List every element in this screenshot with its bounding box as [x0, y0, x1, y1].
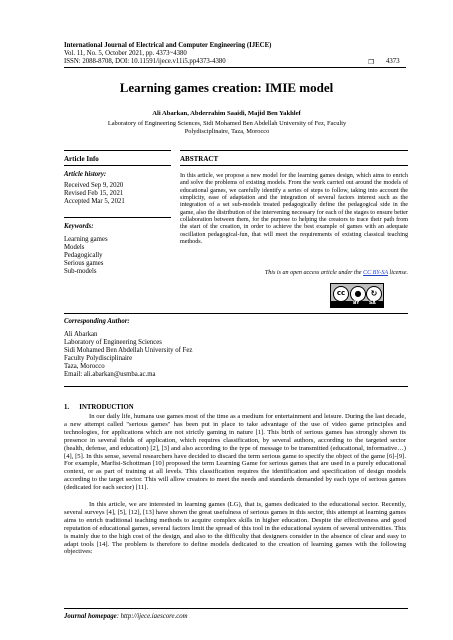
history-received: Received Sep 9, 2020	[64, 182, 124, 189]
section-bottom-rule	[64, 313, 408, 314]
keyword-item: Learning games	[64, 236, 108, 243]
keyword-item: Serious games	[64, 260, 104, 268]
info-top-rule	[64, 150, 171, 151]
history-accepted: Accepted Mar 5, 2021	[64, 198, 125, 206]
affiliation: Laboratory of Engineering Sciences, Sidi Mohamed Ben Abdellah University of Fez, Faculty Polydisciplinaire, Taza, Morocco	[107, 120, 347, 135]
corresponding-label: Corresponding Author:	[64, 318, 130, 325]
corresponding-email[interactable]: Email: ali.abarkan@usmba.ac.ma	[64, 371, 156, 379]
history-label: Article history:	[64, 171, 107, 178]
corresponding-lab: Laboratory of Engineering Sciences	[64, 339, 162, 347]
keywords-rule	[64, 217, 171, 218]
abstract-text: In this article, we propose a new model for the learning games design, which aims to enrich and solve the problems of existing models. From the work carried out around the models of educational games, we carefully identify a series of steps to follow, taking into account the simplicity, ease of adaptation and the integration of several factors interest such as the integration of a set sub-models treated pedagogically define the pedagogical side in the game, also the distribution of the intervening necessary for each of the stages to ensure better collaboration between them, for the purpose to helping the creators to trace their path from the start of the creation, in order to achieve the best example of games with an adequate oscillation pedagogical-fun, that will meet the requirements of existing classical teaching methods.	[180, 173, 408, 246]
license-link[interactable]: CC BY-SA	[363, 270, 389, 276]
journal-name: International Journal of Electrical and Computer Engineering (IJECE)	[64, 42, 272, 49]
introduction-paragraph-1: In our daily life, humans use games most of the time as a medium for entertainment and leisure. During the last decade, a new attempt called "serious games" has been put in place to take advantage of the use of video game principles and technologies, for applications which are not strictly gaming in nature [1]. This birth of serious games has strongly shown its presence in several fields of application, which requires classification, by several authors, according to the targeted sector (health, defense, and education) [2], [3] and also according to the type of message to be transmitted (educational, informative…) [4], [5]. In this sense, several researchers have decided to discard the term serious game to specify the object of the game [6]-[9]. For example, Marfisi-Schottman [10] proposed the term Learning Game for serious games that are used in a purely educational context, or as part of training at all levels. This classification requires the identification and specification of design models according to the target sector. This will allow creators to meet the needs and standards demanded by each type of serious games (dedicated for each sector) [11].	[64, 413, 406, 492]
sa-label: SA	[369, 301, 376, 306]
open-access-prefix: This is an open access article under the	[264, 270, 364, 276]
corresponding-name: Ali Abarkan	[64, 331, 98, 338]
corresponding-university: Sidi Mohamed Ben Abdellah University of Fez	[64, 347, 193, 355]
by-label: BY	[353, 301, 360, 306]
introduction-paragraph-2: In this article, we are interested in learning games (LG), that is, games dedicated to the educational sector. Recently, several surveys [4], [5], [12], [13] have shown the great usefulness of serious games in this sector, this attempt at learning games aims to enrich traditional teaching methods to acquire complex skills in higher education. Despite the effectiveness and good reputation of educational games, several factors limit the spread of this tool in the educational system of several universities. This is mainly due to the high cost of the design, and also to the difficulty that designers consider in the absence of clear and easy to adapt tools [14]. The problem is therefore to define models dedicated to the creation of learning games with the following objectives:	[64, 501, 406, 556]
corresponding-rule	[64, 386, 408, 387]
share-alike-icon: ↻	[366, 286, 382, 302]
page-number: 4373	[386, 58, 400, 65]
by-person-icon: ●	[350, 286, 366, 302]
box-icon: ❒	[368, 58, 374, 66]
cc-by-sa-badge[interactable]	[330, 283, 384, 308]
introduction-heading: 1. INTRODUCTION	[64, 404, 134, 411]
footer-rule	[64, 608, 408, 609]
keyword-item: Models	[64, 244, 85, 252]
history-revised: Revised Feb 15, 2021	[64, 190, 124, 198]
keywords-list	[64, 236, 108, 276]
authors: Ali Abarkan, Abderrahim Saaidi, Majid Ben Yakhlef	[152, 110, 301, 117]
keyword-item: Sub-models	[64, 268, 97, 276]
open-access-suffix: license.	[388, 270, 408, 276]
cc-label-bar	[331, 301, 383, 307]
journal-homepage-link[interactable]: : http://ijece.iaescore.com	[116, 613, 188, 620]
abstract-heading: ABSTRACT	[180, 155, 219, 163]
paper-title: Learning games creation: IMIE model	[119, 80, 334, 95]
volume-info: Vol. 11, No. 5, October 2021, pp. 4373~4380	[64, 50, 187, 57]
open-access-note	[180, 270, 408, 276]
abstract-top-rule	[180, 150, 408, 151]
keyword-item: Pedagogically	[64, 252, 103, 260]
corresponding-details	[64, 331, 192, 380]
article-info-heading: Article Info	[64, 155, 99, 163]
corresponding-faculty: Faculty Polydisciplinaire	[64, 355, 133, 363]
info-head-rule	[64, 165, 171, 166]
keywords-label: Keywords:	[64, 223, 94, 230]
footer	[64, 613, 188, 620]
cc-icon: cc	[333, 286, 349, 302]
header-rule	[64, 67, 406, 68]
corresponding-city: Taza, Morocco	[64, 363, 105, 371]
abstract-head-rule	[180, 165, 408, 166]
footer-label: Journal homepage	[64, 613, 117, 620]
issn-doi: ISSN: 2088-8708, DOI: 10.11591/ijece.v11i5.pp4373-4380	[64, 58, 226, 65]
history-list	[64, 182, 125, 206]
